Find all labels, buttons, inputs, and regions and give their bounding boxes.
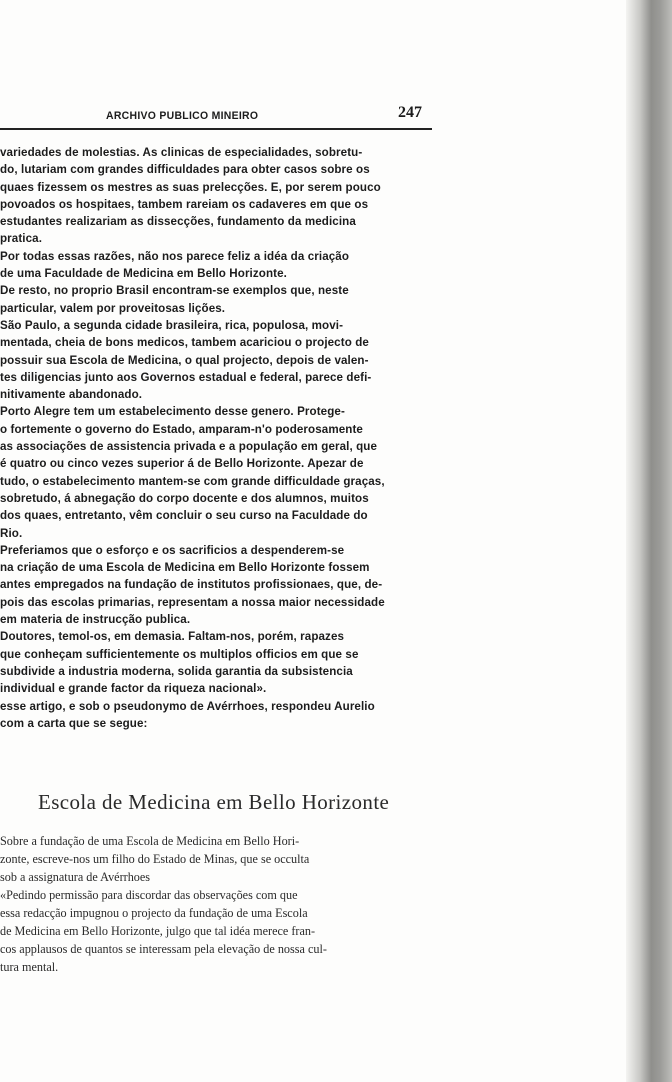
text-line: na criação de uma Escola de Medicina em Bello Horizonte fossem	[0, 561, 370, 575]
text-line: do, lutariam com grandes difficuldades para obter casos sobre os	[0, 163, 370, 177]
page-header	[0, 104, 432, 128]
text-line: de uma Faculdade de Medicina em Bello Horizonte.	[0, 267, 287, 281]
text-line: tura mental.	[0, 960, 59, 974]
letter-body	[0, 832, 440, 976]
text-line: o fortemente o governo do Estado, amparam-n'o poderosamente	[0, 422, 363, 436]
text-line: povoados os hospitaes, tambem rareiam os cadaveres em que os	[0, 197, 369, 211]
text-line: antes empregados na fundação de institutos profissionaes, que, de-	[0, 578, 383, 592]
section-title: Escola de Medicina em Bello Horizonte	[38, 790, 390, 814]
bold-block-1	[0, 144, 440, 732]
text-line: Porto Alegre tem um estabelecimento desse genero. Protege-	[0, 405, 345, 419]
text-line: possuir sua Escola de Medicina, o qual projecto, depois de valen-	[0, 353, 369, 367]
text-line: São Paulo, a segunda cidade brasileira, rica, populosa, movi-	[0, 318, 344, 332]
book-spine-shadow	[626, 0, 672, 1082]
text-line: particular, valem por proveitosas lições.	[0, 301, 226, 315]
text-line: de Medicina em Bello Horizonte, julgo que tal idéa merece fran-	[0, 924, 316, 938]
header-rule	[0, 128, 432, 130]
text-line: quaes fizessem os mestres as suas prelecções. E, por serem pouco	[0, 180, 381, 194]
article-body	[0, 144, 440, 732]
text-line: tudo, o estabelecimento mantem-se com grande difficuldade graças,	[0, 474, 385, 488]
text-line: sob a assignatura de Avérrhoes	[0, 870, 151, 884]
page-number: 247	[398, 104, 422, 121]
text-line: subdivide a industria moderna, solida garantia da subsistencia	[0, 664, 353, 678]
text-line: é quatro ou cinco vezes superior á de Bello Horizonte. Apezar de	[0, 457, 364, 471]
text-line: variedades de molestias. As clinicas de especialidades, sobretu-	[0, 146, 363, 159]
text-line: que conheçam sufficientemente os multiplos officios em que se	[0, 647, 359, 661]
text-line: Doutores, temol-os, em demasia. Faltam-nos, porém, rapazes	[0, 630, 345, 644]
text-line: «Pedindo permissão para discordar das observações com que	[0, 888, 298, 902]
text-line: Rio.	[0, 526, 23, 540]
text-line: zonte, escreve-nos um filho do Estado de Minas, que se occulta	[0, 852, 310, 866]
text-line: pratica.	[0, 232, 43, 246]
text-line: mentada, cheia de bons medicos, tambem acariciou o projecto de	[0, 336, 369, 350]
text-line: pois das escolas primarias, representam a nossa maior necessidade	[0, 595, 385, 609]
text-line: individual e grande factor da riqueza nacional».	[0, 682, 267, 696]
text-line: Por todas essas razões, não nos parece feliz a idéa da criação	[0, 249, 350, 263]
text-line: estudantes realizariam as dissecções, fundamento da medicina	[0, 215, 356, 229]
text-line: De resto, no proprio Brasil encontram-se exemplos que, neste	[0, 284, 349, 298]
text-line: essa redacção impugnou o projecto da fundação de uma Escola	[0, 906, 308, 920]
text-line: sobretudo, á abnegação do corpo docente e dos alumnos, muitos	[0, 491, 369, 505]
text-line: esse artigo, e sob o pseudonymo de Avérrhoes, respondeu Aurelio	[0, 699, 375, 713]
text-line: Preferiamos que o esforço e os sacrificios a despenderem-se	[0, 543, 345, 557]
text-line: nitivamente abandonado.	[0, 388, 143, 402]
text-line: cos applausos de quantos se interessam pela elevação de nossa cul-	[0, 942, 327, 956]
text-line: com a carta que se segue:	[0, 716, 148, 730]
text-line: em materia de instrucção publica.	[0, 613, 191, 627]
text-line: dos quaes, entretanto, vêm concluir o seu curso na Faculdade do	[0, 509, 368, 523]
running-head: ARCHIVO PUBLICO MINEIRO	[106, 110, 259, 122]
text-line: tes diligencias junto aos Governos estadual e federal, parece defi-	[0, 370, 372, 384]
text-line: Sobre a fundação de uma Escola de Medicina em Bello Hori-	[0, 834, 300, 848]
text-line: as associações de assistencia privada e a população em geral, que	[0, 440, 378, 454]
